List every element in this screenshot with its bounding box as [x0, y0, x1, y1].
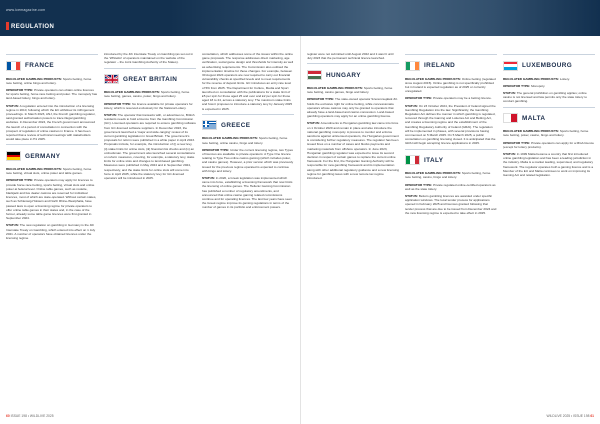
section-accent-bar: [6, 22, 9, 30]
country-name: FRANCE: [25, 62, 55, 70]
column-rule: [405, 54, 497, 55]
luxembourg-operator-type: OPERATOR TYPE: Monopoly.: [503, 83, 546, 88]
country-name: IRELAND: [424, 62, 456, 70]
page-number: 61: [590, 414, 594, 418]
left-footer: [6, 414, 54, 418]
germany-status-continued: introduced by the 4th Interstate Treaty on Gambling (as set out in the 'Whitelist' of operators maintained on the website of the regulator – the Joint Gambling Authority of the States).: [104, 52, 194, 65]
france-status: STATUS: A regulation entered into the introduction of a licensing regime in 2010, following which the EC withdrew its infringement proceedings. In March 2023, ANJ, the French gambling regulator, said granted authorisation powers to trace illegal gambling websites. In December 2024, the French government announced the launch of a period of consultation in connection with the prospect of regulation of online casinos in France. It has been reported that a review of technical meetings with stakeholders would take place in H1 2025.: [6, 103, 96, 142]
country-name: GREECE: [221, 121, 251, 129]
italy-status: STATUS: Bettors gambling licences are awarded under specific application windows. The local tender process for applications opened in February 2025 and licences granted following that tender process that are due to be issued from December 2024 and the new licensing regime is expected to take effect in 2025.: [405, 194, 497, 215]
column-rule: [503, 107, 595, 108]
country-name: LUXEMBOURG: [522, 62, 573, 70]
hungary-operator-type: OPERATOR TYPE: The state-owned operator Szerencsejáték Zrt. holds the exclusive right for online betting, while concessionaire operators whose casinos may only be granted to operators that already have a land-based and casino concession. Land-based gambling operators may apply for an online gambling licence.: [307, 97, 398, 119]
ireland-operator-type: OPERATOR TYPE: Private operators may be a betting licence.: [405, 96, 492, 101]
italy-operator-type: OPERATOR TYPE: Private regulated online-certified operators as well as the state lottery.: [405, 182, 496, 191]
right-footer: [546, 414, 594, 418]
germany-operator-type: OPERATOR TYPE: Private operators may apply for licences to provide horse race betting, sports betting, virtual slots and online poker at federal level. Online table games, such as roulette, blackjack and live dealer casinos are reserved for individual licences, most of which are state-operated. Without certain states, such as Schleswig-Holstein and North Rhine-Westphalia, have passed laws to open a licensing regime for private operators to offer online table games in their states and, in the case of the former, already some table game licences were first granted in September 2024.: [6, 178, 97, 221]
country-heading-malta: [503, 113, 595, 123]
column-2: [104, 52, 196, 412]
country-heading-great-britain: [104, 74, 196, 84]
ireland-flag-icon: [405, 61, 420, 71]
column-rule: [6, 54, 98, 55]
issue-info: ISSUE 198 • WILDLIVE 2025: [10, 414, 54, 418]
great-britain-status-continued: consultation, which addresses some of the issues within the online game proposals. The response addresses direct marketing, age verification, social game design and thresholds for intensity as well as advertising requirements. The Commission also outlined the implementation timeline for these changes. For example, between 30 August 2024 operators are now required to carry out financial vulnerability checks at specified levels and to meet requirements for the reverse of deposit limits. GC introduces an entry rate level of 5% from 2025. The Department for Culture, Media and Sport launched on consultation with the publications for a stake limit of £5 per spin for those aged 25 and over and £2 per spin for those aged 18 to 24, across a statutory levy. The maximum stake limits and how it proposes to introduce a statutory levy by January 2025 is expected in 2025.: [202, 52, 294, 111]
column-rule: [503, 54, 595, 55]
ireland-products: REGULATED GAMBLING PRODUCTS: Online betting (regulated since August 2015). Online gambling is not specifically prohibited but in Ireland is expected regulation as of 2025 or currently unregulated.: [405, 76, 496, 94]
country-name: GERMANY: [25, 152, 61, 160]
italy-flag-icon: [405, 155, 420, 165]
greece-flag-icon: [202, 120, 217, 130]
luxembourg-flag-icon: [503, 61, 518, 71]
germany-flag-icon: [6, 151, 21, 161]
luxembourg-products: REGULATED GAMBLING PRODUCTS: Lottery.: [503, 76, 570, 81]
column-3: [202, 52, 294, 412]
france-operator-type: OPERATOR TYPE: Private operators can obtain online licences for sports betting, horse race betting and poker. The monopoly has land-based lottery, bingo and lottery.: [6, 88, 98, 101]
column-rule: [405, 149, 497, 150]
page-number: 60: [6, 414, 10, 418]
right-page: [300, 36, 600, 424]
greece-status-continued: register were not submitted until August 2022 and it wasn't until July 2023 that the permanent technical licence launched.: [307, 52, 394, 61]
malta-flag-icon: [503, 113, 518, 123]
greece-status: STATUS: In 2020, a Greek legislation was implemented which came into force, establishing a licensing framework that now limits the licensing of online games. The Hellenic Gaming Commission has published a number of regulatory amendments, and announced that online casino gaming related commissions continue and for operating licences. The last few years have seen the Greek regime improve its gaming regulations in terms of the number of games in its portfolio and enforcement powers.: [202, 176, 293, 210]
section-title: REGULATION: [11, 24, 55, 30]
great-britain-flag-icon: [104, 74, 119, 84]
germany-status: STATUS: The new regulation on gambling in Germany is the 4th Interstate Treaty on Gambling, which entered into effect on 1 July 2021. A number of operators have obtained licences under the licensing regime: [6, 223, 96, 241]
site-url: www.icemagazine.com: [6, 8, 46, 12]
hungary-flag-icon: [307, 70, 322, 80]
hungary-products: REGULATED GAMBLING PRODUCTS: Sports betting, horse race betting, casino games, bingo and lottery.: [307, 86, 393, 95]
column-6: [503, 52, 595, 412]
hungary-status: STATUS: Amendments to Hungarian gambling law came into force on 1 October 2020 and remain in place and also introduce the national gambling monopoly. A process to monitor and enforce sanctions against unlicensed operators, the Hungarian government is considering further regulatory measures. The regulator has been issued fines on a number of cases and blocks payments and marketing materials from offshore operators. In June 2023, Hungarian gambling regulator was expected to issue its second decision in respect of certain games to replace the current online framework. For the first, the Hungarian Gaming Authority will be responsible for new gambling framework and its implementation along with other additional regulatory guidance and a new licensing regime for gambling taxes with a new remote tax regime introduced.: [307, 121, 399, 181]
greece-operator-type: OPERATOR TYPE: Under the current licensing regime, two Types of licences are available to private operators: A Type One licence relating to Type Two online casino gaming (which includes poker, and casino games). However, a prior version which was previously issued for the previous regime operated is expected to continue with bingo and lottery.: [202, 147, 294, 173]
column-4: [307, 52, 399, 412]
france-products: REGULATED GAMBLING PRODUCTS: Sports betting, horse race betting, online bingo and lottery.: [6, 76, 92, 85]
column-rule: [104, 68, 196, 69]
great-britain-status: STATUS: The operator that transacts with, or advertises to, British residents needs to hold a licence from the Gambling Commission (GC). Licensed operators are required to ensure gambling software from GC-licensed software suppliers. In December 2023, the government launched a 'major and wide-ranging' review of its current gambling legislation in Great Britain. The government's proposals for reform were published in a white paper in April 2023. Proposals include, for example, the introduction of (i) a new levy, (ii) stake limits for online slots, (iii) financial risk checks and (iv) an ombudsman. The government also launched several consultations on reform measures, covering, for example, a statutory levy, stake limits for online slots and changes to land-based gambling. Measures were published in May 2024 and in September 2024, respectively, and the stake limits for online slots will come into force in April 2025, while the statutory levy for GC-licensed operators will be introduced in 2025.: [104, 113, 196, 181]
column-rule: [6, 144, 98, 145]
italy-products: REGULATED GAMBLING PRODUCTS: Sports betting, horse race betting, casino, bingo and lottery.: [405, 171, 491, 180]
france-flag-icon: [6, 61, 21, 71]
malta-operator-type: OPERATOR TYPE: Private operators can apply for a MGA licence (except for lottery products).: [503, 140, 595, 149]
country-heading-ireland: [405, 61, 497, 71]
column-1: [6, 52, 98, 412]
column-rule: [202, 114, 294, 115]
country-name: GREAT BRITAIN: [123, 75, 178, 83]
country-heading-hungary: [307, 70, 399, 80]
issue-info: WILDLIVE 2025 • ISSUE 198: [546, 414, 590, 418]
column-5: [405, 52, 497, 412]
country-heading-france: [6, 61, 98, 71]
left-page: [0, 36, 300, 424]
country-name: MALTA: [522, 114, 546, 122]
malta-products: REGULATED GAMBLING PRODUCTS: Sports betting, horse race betting, poker, casino, bingo and lottery.: [503, 129, 589, 138]
country-heading-italy: [405, 155, 497, 165]
country-name: HUNGARY: [326, 71, 361, 79]
great-britain-operator-type: OPERATOR TYPE: No licence available for private operators for lottery, which is reserved exclusively for the National Lottery.: [104, 101, 193, 110]
malta-status: STATUS: In 1999 Malta became a country that first introduced online gambling legislation and has been a leading jurisdiction in the industry. Malta is a market leading, supervised, and regulatory framework. The regulator operates both a gaming licence and is a Member of the EU and Malta continues to work on improving its Gaming Act and related legislation.: [503, 152, 594, 178]
luxembourg-status: STATUS: The general prohibition on gambling applies; online casino is not licensed and law permits only the state lottery to conduct gambling.: [503, 91, 587, 104]
country-heading-greece: [202, 120, 294, 130]
ireland-status: STATUS: On 23 October 2024, the President of Ireland signed the Gambling Regulation into the law. Significantly, the Gambling Regulation Act defines the manner in which gambling is regulated, removed through the Gaming and Lotteries Act and Betting Act, and creates a licensing regime and the establishment of the Gambling Regulatory Authority of Ireland (GRAI). The regulation will be implemented in phases, with several provisions having commenced on 5 March 2025. On 5 March 2025, a public consultation on gambling licensing closed. It is anticipated that the GRAI will begin accepting licence applications in 2025.: [405, 103, 496, 146]
great-britain-products: REGULATED GAMBLING PRODUCTS: Sports betting, horse race betting, games, casino, poker, bingo and lottery.: [104, 90, 190, 99]
header-banner-image: [170, 0, 600, 36]
country-name: ITALY: [424, 156, 444, 164]
page-header: [0, 0, 600, 36]
greece-products: REGULATED GAMBLING PRODUCTS: Sports betting, horse race betting, online casino, bingo and lottery.: [202, 136, 288, 145]
germany-products: REGULATED GAMBLING PRODUCTS: Sports betting, horse race betting, virtual slots, online poker and table games.: [6, 167, 92, 176]
country-heading-germany: [6, 151, 98, 161]
column-rule: [307, 63, 399, 64]
country-heading-luxembourg: [503, 61, 595, 71]
